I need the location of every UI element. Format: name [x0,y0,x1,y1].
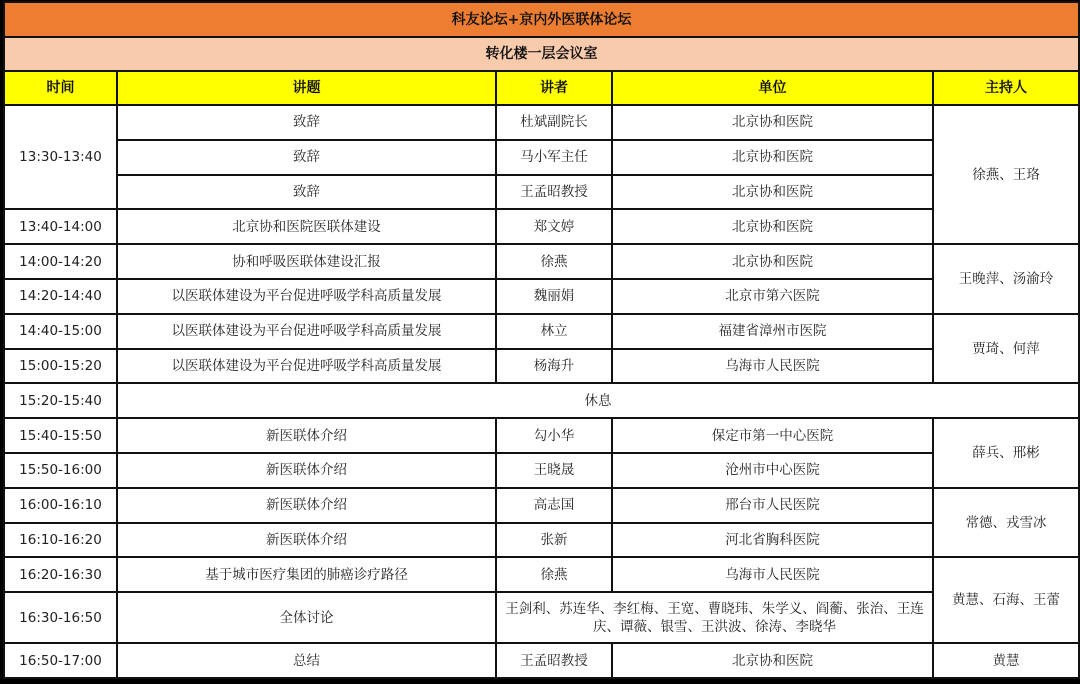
unit-cell: 乌海市人民医院 [612,349,933,384]
table-row [4,140,1079,175]
host-cell: 王晚萍、汤渝玲 [933,244,1079,314]
unit-cell: 北京协和医院 [612,643,933,678]
col-header-topic: 讲题 [117,71,496,105]
topic-cell: 新医联体介绍 [117,418,496,453]
topic-cell: 以医联体建设为平台促进呼吸学科高质量发展 [117,279,496,314]
topic-cell: 以医联体建设为平台促进呼吸学科高质量发展 [117,349,496,384]
speaker-cell: 王晓晟 [496,453,612,488]
time-cell: 16:50-17:00 [4,643,117,678]
time-cell: 15:40-15:50 [4,418,117,453]
col-header-speaker: 讲者 [496,71,612,105]
speaker-cell: 杜斌副院长 [496,105,612,140]
topic-cell: 基于城市医疗集团的肺癌诊疗路径 [117,557,496,592]
topic-cell: 新医联体介绍 [117,488,496,523]
speaker-cell: 王孟昭教授 [496,175,612,210]
table-row [4,453,1079,488]
host-cell: 黄慧、石海、王蕾 [933,557,1079,643]
table-row [4,523,1079,558]
topic-cell: 全体讨论 [117,592,496,643]
host-cell: 薛兵、邢彬 [933,418,1079,488]
table-row [4,557,1079,592]
unit-cell: 北京协和医院 [612,175,933,210]
time-cell: 15:20-15:40 [4,383,117,418]
host-cell: 常德、戎雪冰 [933,488,1079,558]
unit-cell: 北京协和医院 [612,244,933,279]
topic-cell: 致辞 [117,140,496,175]
table-row [4,279,1079,314]
topic-cell: 新医联体介绍 [117,453,496,488]
topic-cell: 总结 [117,643,496,678]
unit-cell: 沧州市中心医院 [612,453,933,488]
break-cell: 休息 [117,383,1079,418]
speaker-cell: 魏丽娟 [496,279,612,314]
time-cell: 16:30-16:50 [4,592,117,643]
topic-cell: 致辞 [117,105,496,140]
table-row [4,488,1079,523]
time-cell: 15:50-16:00 [4,453,117,488]
topic-cell: 致辞 [117,175,496,210]
speaker-cell: 杨海升 [496,349,612,384]
host-cell: 贾琦、何萍 [933,314,1079,384]
time-cell: 14:00-14:20 [4,244,117,279]
table-row [4,175,1079,210]
break-row [4,383,1079,418]
time-cell: 16:00-16:10 [4,488,117,523]
unit-cell: 保定市第一中心医院 [612,418,933,453]
host-cell: 徐燕、王珞 [933,105,1079,244]
topic-cell: 以医联体建设为平台促进呼吸学科高质量发展 [117,314,496,349]
time-cell: 15:00-15:20 [4,349,117,384]
speaker-cell: 张新 [496,523,612,558]
unit-cell: 乌海市人民医院 [612,557,933,592]
host-cell: 黄慧 [933,643,1079,678]
table-row [4,418,1079,453]
unit-cell: 福建省漳州市医院 [612,314,933,349]
table-header [4,71,1079,105]
speaker-cell: 徐燕 [496,244,612,279]
table-row [4,643,1079,678]
table-row [4,209,1079,244]
col-header-unit: 单位 [612,71,933,105]
time-cell: 13:40-14:00 [4,209,117,244]
col-header-time: 时间 [4,71,117,105]
unit-cell: 河北省胸科医院 [612,523,933,558]
forum-title: 科友论坛+京内外医联体论坛 [4,2,1079,37]
speaker-cell: 王孟昭教授 [496,643,612,678]
discussion-row [4,592,1079,643]
speaker-cell: 郑文婷 [496,209,612,244]
unit-cell: 北京协和医院 [612,105,933,140]
topic-cell: 协和呼吸医联体建设汇报 [117,244,496,279]
time-cell: 16:10-16:20 [4,523,117,558]
col-header-host: 主持人 [933,71,1079,105]
speaker-cell: 林立 [496,314,612,349]
topic-cell: 新医联体介绍 [117,523,496,558]
time-cell: 14:40-15:00 [4,314,117,349]
unit-cell: 邢台市人民医院 [612,488,933,523]
schedule-table [3,1,1080,679]
venue-title: 转化楼一层会议室 [4,37,1079,71]
unit-cell: 北京市第六医院 [612,279,933,314]
speaker-cell: 高志国 [496,488,612,523]
table-row [4,314,1079,349]
speaker-cell: 马小军主任 [496,140,612,175]
table-row [4,244,1079,279]
time-cell: 13:30-13:40 [4,105,117,209]
speaker-cell: 勾小华 [496,418,612,453]
time-cell: 14:20-14:40 [4,279,117,314]
table-row [4,105,1079,140]
topic-cell: 北京协和医院医联体建设 [117,209,496,244]
unit-cell: 北京协和医院 [612,140,933,175]
table-row [4,349,1079,384]
speaker-cell: 徐燕 [496,557,612,592]
unit-cell: 北京协和医院 [612,209,933,244]
discussants-cell: 王剑利、苏连华、李红梅、王宽、曹晓玮、朱学义、阎蘅、张治、王连庆、谭薇、银雪、王洪波、徐涛、李晓华 [496,592,933,643]
time-cell: 16:20-16:30 [4,557,117,592]
